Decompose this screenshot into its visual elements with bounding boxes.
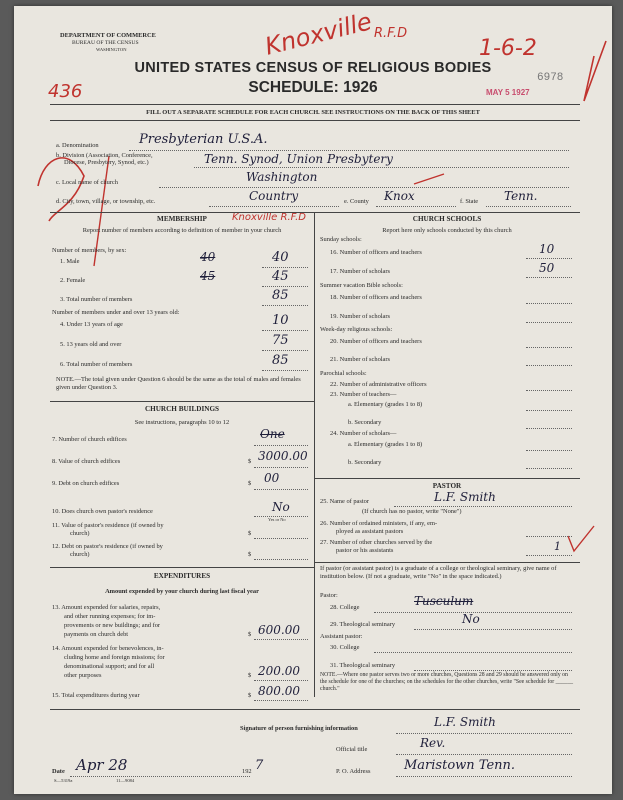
buildings-heading: CHURCH BUILDINGS	[144, 405, 220, 413]
state-line	[486, 206, 571, 207]
q14-line	[254, 680, 308, 681]
q23b-label: b. Secondary	[348, 419, 382, 426]
q16-value: 10	[539, 242, 555, 256]
q22-line	[526, 390, 572, 391]
q13-line	[254, 639, 308, 640]
denomination-line	[129, 150, 569, 151]
schools-parochial: Parochial schools:	[320, 370, 367, 377]
membership-note: NOTE.—The total given under Question 6 should be the same as the total of males and females given under Question 3.	[56, 376, 301, 391]
date-year-prefix: 192	[242, 768, 252, 775]
schools-sunday: Sunday schools:	[320, 236, 362, 243]
form-title: UNITED STATES CENSUS OF RELIGIOUS BODIES	[134, 60, 492, 76]
q5-value: 75	[272, 333, 289, 348]
q11-line	[254, 538, 308, 539]
date-label: Date	[52, 768, 65, 775]
q9-line	[254, 489, 308, 490]
q22-label: 22. Number of administrative officers	[330, 381, 427, 388]
dept-line-1: DEPARTMENT OF COMMERCE	[60, 32, 156, 39]
pastor-top-rule	[314, 478, 580, 479]
q19-line	[526, 322, 572, 323]
q26-line-1: 26. Number of ordained ministers, if any, em-	[320, 520, 438, 527]
title-line	[396, 754, 572, 755]
schools-weekday: Week-day religious schools:	[320, 326, 393, 333]
q5-line	[262, 350, 308, 351]
q6-label: 6. Total number of members	[60, 361, 133, 368]
expenditures-intro: Amount expended by your church during last fiscal year	[105, 588, 259, 595]
q5-label: 5. 13 years old and over	[60, 341, 122, 348]
q8-line	[254, 467, 308, 468]
q26-line-2: ployed as assistant pastors	[336, 528, 404, 535]
college-note: If pastor (or assistant pastor) is a graduate of a college or theological seminary, give name of institution below. (If not a graduate, write "No" in the space indicated.)	[320, 565, 557, 580]
q24a-line	[526, 450, 572, 451]
q3-value: 85	[272, 288, 289, 303]
membership-by-sex: Number of members, by sex:	[52, 247, 127, 254]
county-label: e. County	[344, 198, 369, 205]
q8-value: 3000.00	[258, 449, 308, 463]
q15-label: 15. Total expenditures during year	[52, 692, 140, 699]
q4-line	[262, 330, 308, 331]
q23b-line	[526, 428, 572, 429]
q21-label: 21. Number of scholars	[330, 356, 390, 363]
signature-value: L.F. Smith	[434, 715, 496, 729]
q29-line	[414, 629, 572, 630]
annotation-membership-note: Knoxville R.F.D	[232, 212, 306, 223]
q25-line	[394, 506, 572, 507]
q14-dollar: $	[248, 672, 252, 679]
q2-label: 2. Female	[60, 277, 86, 284]
q9-label: 9. Debt on church edifices	[52, 480, 120, 487]
q20-line	[526, 347, 572, 348]
red-check-pastor	[568, 526, 594, 551]
q2-value: 45	[272, 269, 289, 284]
county-value: Knox	[384, 189, 415, 203]
state-label: f. State	[460, 198, 479, 205]
q1-label: 1. Male	[60, 258, 80, 265]
county-line	[376, 206, 456, 207]
q27-line-2: pastor or his assistants	[336, 547, 394, 554]
signature-label: Signature of person furnishing information	[240, 725, 358, 732]
q23a-line	[526, 410, 572, 411]
membership-age-intro: Number of members under and over 13 years old:	[52, 309, 180, 316]
q14-line-2: cluding home and foreign missions; for	[64, 654, 165, 661]
q25-label: 25. Name of pastor	[320, 498, 369, 505]
q13-line-1: 13. Amount expended for salaries, repairs,	[52, 604, 161, 611]
pastor-subheading: Pastor:	[320, 592, 338, 599]
red-check-county	[414, 174, 444, 184]
q14-line-4: other purposes	[64, 672, 102, 679]
denomination-value: Presbyterian U.S.A.	[139, 132, 268, 147]
q27-line	[526, 555, 572, 556]
membership-heading: MEMBERSHIP	[157, 215, 207, 223]
q20-label: 20. Number of officers and teachers	[330, 338, 422, 345]
q23-label: 23. Number of teachers—	[330, 391, 397, 398]
q12-label-2: church)	[70, 551, 90, 558]
date-value: Apr 28	[76, 756, 128, 774]
columns-top-rule	[50, 212, 580, 213]
q19-label: 19. Number of scholars	[330, 313, 390, 320]
q16-label: 16. Number of officers and teachers	[330, 249, 422, 256]
q7-value: One	[260, 427, 285, 441]
q11-dollar: $	[248, 530, 252, 537]
q6-line	[262, 370, 308, 371]
q15-dollar: $	[248, 692, 252, 699]
date-line	[70, 776, 250, 777]
q11-label-1: 11. Value of pastor's residence (if owned by	[52, 522, 164, 529]
division-line	[194, 167, 569, 168]
q23a-label: a. Elementary (grades 1 to 8)	[348, 401, 423, 408]
q9-dollar: $	[248, 480, 252, 487]
schools-intro: Report here only schools conducted by this church	[382, 227, 512, 234]
expenditures-top-rule	[50, 567, 314, 568]
q28-value: Tusculum	[414, 594, 474, 608]
title-value: Rev.	[420, 736, 446, 750]
local-name-label: c. Local name of church	[56, 179, 118, 186]
division-label-2: Diocese, Presbytery, Synod, etc.)	[64, 159, 149, 166]
q14-line-1: 14. Amount expended for benevolences, in-	[52, 645, 164, 652]
q14-line-3: denominational support; and for all	[64, 663, 155, 670]
q30-label: 30. College	[330, 644, 360, 651]
q17-value: 50	[539, 261, 555, 275]
q17-label: 17. Number of scholars	[330, 268, 390, 275]
q24-label: 24. Number of scholars—	[330, 430, 397, 437]
q13-line-4: payments on church debt	[64, 631, 129, 638]
q17-line	[526, 277, 572, 278]
city-label: d. City, town, village, or township, etc.	[56, 198, 156, 205]
q10-value: No	[272, 500, 290, 514]
annotation-city-scrawl: Knoxville	[262, 7, 375, 61]
q16-line	[526, 258, 572, 259]
red-check-top-right	[584, 41, 606, 101]
q12-line	[254, 559, 308, 560]
q30-line	[374, 652, 572, 653]
q1-struck-value: 40	[200, 250, 216, 264]
q18-line	[526, 303, 572, 304]
buildings-top-rule	[50, 401, 314, 402]
q21-line	[526, 365, 572, 366]
q1-value: 40	[272, 250, 289, 265]
q14-value: 200.00	[258, 664, 300, 678]
q13-dollar: $	[248, 631, 252, 638]
q24b-label: b. Secondary	[348, 459, 382, 466]
footer-top-rule	[50, 709, 580, 710]
q3-line	[262, 305, 308, 306]
q2-struck-value: 45	[200, 269, 216, 283]
q28-label: 28. College	[330, 604, 360, 611]
q4-value: 10	[272, 313, 289, 328]
q15-value: 800.00	[258, 684, 300, 698]
q24b-line	[526, 468, 572, 469]
q13-line-2: and other running expenses; for im-	[64, 613, 156, 620]
q24a-label: a. Elementary (grades 1 to 8)	[348, 441, 423, 448]
city-value: Country	[249, 189, 299, 203]
form-instructions: FILL OUT A SEPARATE SCHEDULE FOR EACH CHURCH. SEE INSTRUCTIONS ON THE BACK OF THIS SHEET	[146, 109, 480, 116]
buildings-intro: See instructions, paragraphs 10 to 12	[134, 419, 230, 426]
assistant-subheading: Assistant pastor:	[320, 633, 363, 640]
annotation-file-number: 436	[48, 81, 83, 102]
q12-label-1: 12. Debt on pastor's residence (if owned by	[52, 543, 163, 550]
q1-line	[262, 267, 308, 268]
college-top-rule	[314, 562, 580, 563]
dept-line-3: WASHINGTON	[96, 47, 127, 52]
q26-line	[526, 536, 572, 537]
q31-label: 31. Theological seminary	[330, 662, 396, 669]
q7-line	[254, 445, 308, 446]
schools-summer: Summer vacation Bible schools:	[320, 282, 403, 289]
q10-label: 10. Does church own pastor's residence	[52, 508, 153, 515]
form-code: S—5319a	[54, 778, 73, 783]
q4-label: 4. Under 13 years of age	[60, 321, 123, 328]
q8-label: 8. Value of church edifices	[52, 458, 121, 465]
stamp-number: 6978	[537, 72, 564, 84]
address-line	[396, 776, 572, 777]
q13-value: 600.00	[258, 623, 300, 637]
division-value: Tenn. Synod, Union Presbytery	[204, 152, 393, 166]
q29-label: 29. Theological seminary	[330, 621, 396, 628]
q13-line-3: provements or new buildings; and for	[64, 622, 161, 629]
annotation-rfd: R.F.D	[374, 26, 408, 41]
expenditures-heading: EXPENDITURES	[153, 572, 211, 580]
print-code: 11—9084	[116, 778, 135, 783]
q31-line	[414, 670, 572, 671]
denomination-label: a. Denomination	[56, 142, 99, 149]
q9-value: 00	[264, 471, 280, 485]
title-label: Official title	[336, 746, 368, 753]
q8-dollar: $	[248, 458, 252, 465]
q29-value: No	[462, 612, 480, 626]
membership-intro: Report number of members according to definition of member in your church	[82, 227, 282, 234]
q15-line	[254, 700, 308, 701]
form-subtitle: SCHEDULE: 1926	[248, 79, 378, 96]
signature-line	[396, 733, 572, 734]
census-schedule-sheet	[14, 6, 612, 794]
local-name-value: Washington	[246, 170, 318, 184]
q2-line	[262, 286, 308, 287]
annotation-code: 1-6-2	[479, 36, 537, 61]
city-line	[209, 206, 339, 207]
q27-line-1: 27. Number of other churches served by the	[320, 539, 433, 546]
pastor-heading: PASTOR	[432, 482, 462, 490]
q3-label: 3. Total number of members	[60, 296, 133, 303]
q6-value: 85	[272, 353, 289, 368]
column-divider	[314, 212, 315, 697]
q7-label: 7. Number of church edifices	[52, 436, 127, 443]
dept-line-2: BUREAU OF THE CENSUS	[72, 40, 139, 46]
q11-label-2: church)	[70, 530, 90, 537]
q25-value: L.F. Smith	[434, 490, 496, 504]
q12-dollar: $	[248, 551, 252, 558]
q27-value: 1	[554, 540, 561, 553]
pastor-note: NOTE.—Where one pastor serves two or more churches, Questions 28 and 29 should be answered only on the schedule for one of the churches; on the schedules for the other churches, write "See schedule for ______ church."	[320, 672, 573, 692]
local-name-line	[159, 187, 569, 188]
address-value: Maristown Tenn.	[404, 758, 516, 773]
date-year-suffix: 7	[255, 758, 264, 773]
schools-heading: CHURCH SCHOOLS	[412, 215, 482, 223]
q18-label: 18. Number of officers and teachers	[330, 294, 422, 301]
stamp-date: MAY 5 1927	[486, 88, 530, 97]
q10-hint: Yes or No	[268, 517, 286, 522]
state-value: Tenn.	[504, 189, 538, 203]
address-label: P. O. Address	[336, 768, 371, 775]
division-label-1: b. Division (Association, Conference,	[56, 152, 153, 159]
q25-hint: (If church has no pastor, write "None")	[362, 508, 462, 515]
